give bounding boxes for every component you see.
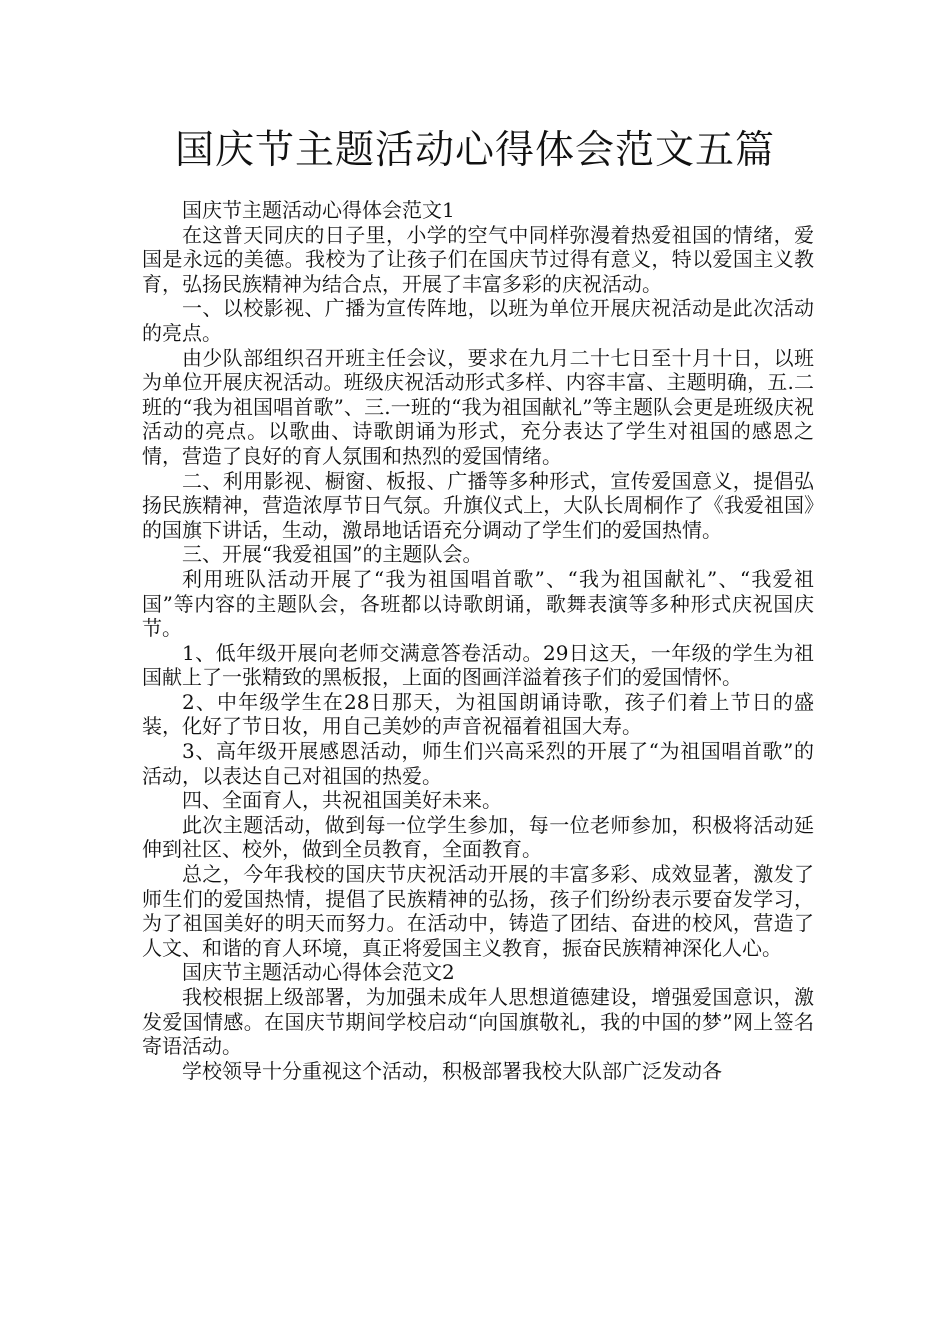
document-body <box>142 198 814 1083</box>
paragraph: 学校领导十分重视这个活动，积极部署我校大队部广泛发动各 <box>182 1058 722 1083</box>
subheading-essay-2: 国庆节主题活动心得体会范文2 <box>182 960 455 985</box>
paragraph: 四、全面育人，共祝祖国美好未来。 <box>182 788 502 813</box>
paragraph: 在这普天同庆的日子里，小学的空气中同样弥漫着热爱祖国的情绪，爱国是永远的美德。我校为了让孩子们在国庆节过得有意义，特以爱国主义教育，弘扬民族精神为结合点，开展了丰富多彩的庆祝活动。 <box>142 222 814 296</box>
paragraph: 此次主题活动，做到每一位学生参加，每一位老师参加，积极将活动延伸到社区、校外，做到全员教育，全面教育。 <box>142 812 814 862</box>
subheading-essay-1: 国庆节主题活动心得体会范文1 <box>182 198 455 222</box>
document-title: 国庆节主题活动心得体会范文五篇 <box>174 128 775 173</box>
paragraph: 1、低年级开展向老师交满意答卷活动。29日这天，一年级的学生为祖国献上了一张精致的黑板报，上面的图画洋溢着孩子们的爱国情怀。 <box>142 640 814 690</box>
paragraph: 由少队部组织召开班主任会议，要求在九月二十七日至十月十日，以班为单位开展庆祝活动。班级庆祝活动形式多样、内容丰富、主题明确，五.二班的“我为祖国唱首歌”、三.一班的“我为祖国献礼”等主题队会更是班级庆祝活动的亮点。以歌曲、诗歌朗诵为形式，充分表达了学生对祖国的感恩之情，营造了良好的育人氛围和热烈的爱国情绪。 <box>142 345 814 468</box>
paragraph: 我校根据上级部署，为加强未成年人思想道德建设，增强爱国意识，激发爱国情感。在国庆节期间学校启动“向国旗敬礼，我的中国的梦”网上签名寄语活动。 <box>142 985 814 1059</box>
paragraph: 2、中年级学生在28日那天，为祖国朗诵诗歌，孩子们着上节日的盛装，化好了节日妆，用自己美妙的声音祝福着祖国大寿。 <box>142 689 814 739</box>
paragraph: 一、以校影视、广播为宣传阵地，以班为单位开展庆祝活动是此次活动的亮点。 <box>142 296 814 345</box>
paragraph: 3、高年级开展感恩活动，师生们兴高采烈的开展了“为祖国唱首歌”的活动，以表达自己对祖国的热爱。 <box>142 739 814 788</box>
paragraph: 总之，今年我校的国庆节庆祝活动开展的丰富多彩、成效显著，激发了师生们的爱国热情，提倡了民族精神的弘扬，孩子们纷纷表示要奋发学习，为了祖国美好的明天而努力。在活动中，铸造了团结、奋进的校风，营造了人文、和谐的育人环境，真正将爱国主义教育，振奋民族精神深化人心。 <box>142 862 814 960</box>
paragraph: 三、开展“我爱祖国”的主题队会。 <box>182 542 483 567</box>
paragraph: 利用班队活动开展了“我为祖国唱首歌”、“我为祖国献礼”、“我爱祖国”等内容的主题队会，各班都以诗歌朗诵，歌舞表演等多种形式庆祝国庆节。 <box>142 566 814 641</box>
paragraph: 二、利用影视、橱窗、板报、广播等多种形式，宣传爱国意义，提倡弘扬民族精神，营造浓厚节日气氛。升旗仪式上，大队长周桐作了《我爱祖国》的国旗下讲话，生动，激昂地话语充分调动了学生们的爱国热情。 <box>142 468 814 542</box>
